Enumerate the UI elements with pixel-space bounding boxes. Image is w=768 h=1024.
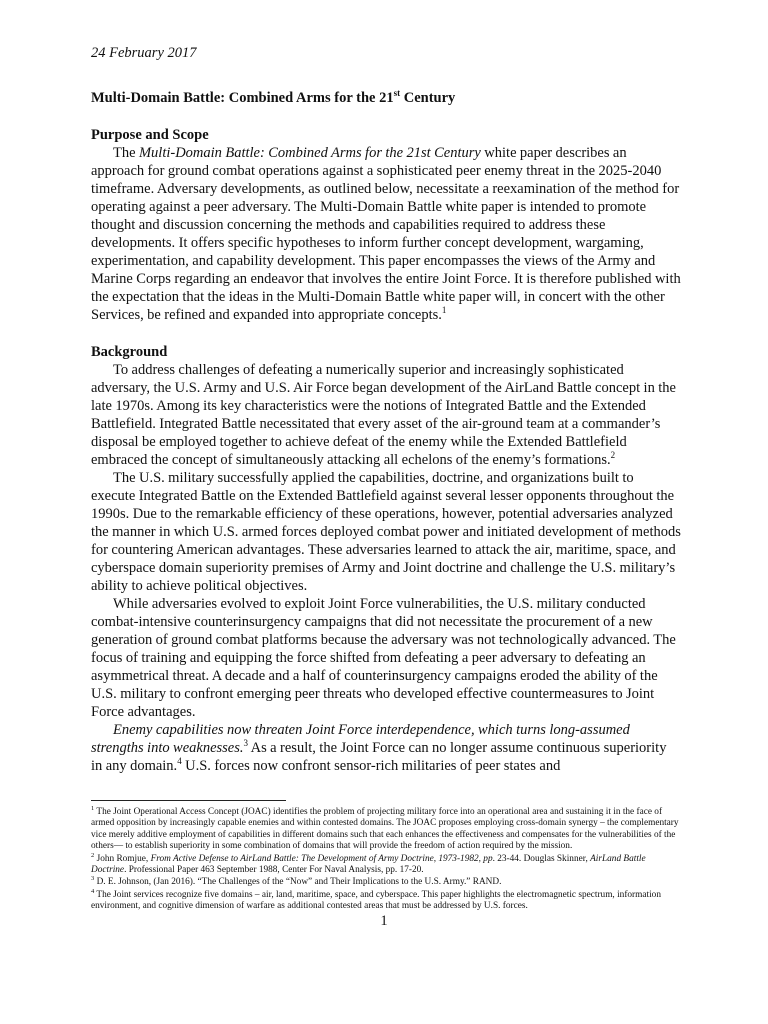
document-title [91, 84, 681, 107]
background-text-4b: U.S. forces now confront sensor-rich militaries of peer states and [181, 757, 561, 774]
background-paragraph-2: The U.S. military successfully applied the capabilities, doctrine, and organizations built to execute Integrated Battle on the Extended Battlefield against several lesser opponents throughout the 1990s. Due to the remarkable efficiency of these operations, however, potential adversaries analyzed the manner in which U.S. armed forces deployed combat power and initiated development of methods for countering American advantages. These adversaries learned to attack the air, maritime, space, and cyberspace domain superiority premises of Army and Joint doctrine and challenge the U.S. military’s ability to achieve political objectives. [91, 469, 681, 594]
footnote-text-1: The Joint Operational Access Concept (JOAC) identifies the problem of projecting military force into an operational area and sustaining it in the face of armed opposition by increasingly capable enemies and within contested domains. The JOAC proposes employing cross-domain synergy – the complementary vice merely additive employment of capabilities in different domains such that each enhances the effectiveness and compensates for the vulnerabilities of the others— to establish superiority in some combination of domains that will provide the freedom of action required by the mission. [91, 807, 679, 852]
title-text: Multi-Domain Battle: Combined Arms for the 21 [91, 89, 394, 106]
purpose-heading: Purpose and Scope [91, 126, 209, 143]
background-text-1: To address challenges of defeating a numerically superior and increasingly sophisticated adversary, the U.S. Army and U.S. Air Force began development of the AirLand Battle concept in the late 1970s. Among its key characteristics were the notions of Integrated Battle and the Extended Battlefield. Integrated Battle necessitated that every asset of the air-ground team at a commander’s disposal be employed together to achieve defeat of the enemy while the Extended Battlefield embraced the concept of simultaneously attacking all echelons of the enemy’s formations. [91, 361, 676, 468]
footnote-text-2c: . Professional Paper 463 September 1988, Center For Naval Analysis, pp. 17-20. [124, 865, 424, 876]
footnote-number-4: 4 [91, 887, 95, 895]
purpose-text-start: The [113, 144, 139, 161]
footnote-text-3: D. E. Johnson, (Jan 2016). “The Challenges of the “Now” and Their Implications to the U.S. Army.” RAND. [94, 877, 502, 888]
background-paragraph-4 [91, 721, 681, 775]
footnote-ref-4[interactable]: 4 [177, 756, 182, 766]
footnote-text-4: The Joint services recognize five domains – air, land, maritime, space, and cyberspace. This paper highlights the electromagnetic spectrum, information environment, and cognitive dimension of warfare as additional contested areas that must be addressed by U.S. forces. [91, 889, 661, 912]
footnote-ref-1[interactable]: 1 [441, 305, 447, 315]
document-body [91, 44, 681, 775]
background-paragraph-1 [91, 361, 681, 469]
background-heading: Background [91, 343, 168, 360]
title-superscript: st [393, 88, 401, 98]
purpose-text-body: white paper describes an approach for ground combat operations against a sophisticated peer enemy threat in the 2025-2040 timeframe. Adversary developments, as outlined below, necessitate a reexamination of the method for operating against a peer adversary. The Multi-Domain Battle white paper is intended to promote thought and discussion concerning the methods and capabilities required to address these developments. It offers specific hypotheses to inform further concept development, wargaming, experimentation, and capability development. This paper encompasses the views of the Army and Marine Corps regarding an endeavor that involves the entire Joint Force. It is therefore published with the expectation that the ideas in the Multi-Domain Battle white paper will, in concert with the other Services, be refined and expanded into appropriate concepts. [91, 144, 681, 323]
footnote-ref-2[interactable]: 2 [610, 450, 616, 460]
footnote-number-3: 3 [91, 875, 95, 883]
background-paragraph-3: While adversaries evolved to exploit Joint Force vulnerabilities, the U.S. military conducted combat-intensive counterinsurgency campaigns that did not necessitate the procurement of a new generation of ground combat platforms because the adversary was not technologically advanced. The focus of training and equipping the force shifted from defeating a peer adversary to defeating an asymmetrical threat. A decade and a half of counterinsurgency campaigns eroded the ability of the U.S. military to confront emerging peer threats who developed effective countermeasures to Joint Force advantages. [91, 595, 676, 720]
document-date: 24 February 2017 [91, 45, 197, 61]
footnote-3 [91, 877, 681, 888]
footnote-text-2-italic2: AirLand Battle Doctrine [91, 853, 646, 876]
footnote-2 [91, 851, 681, 877]
background-italic-statement: Enemy capabilities now threaten Joint Force interdependence, which turns long-assumed strengths into weaknesses. [91, 721, 630, 756]
footnote-number-1: 1 [91, 804, 95, 812]
purpose-paragraph [91, 144, 681, 324]
footnote-number-2: 2 [91, 851, 95, 859]
background-text-4a: As a result, the Joint Force can no longer assume continuous superiority in any domain. [91, 739, 667, 774]
footnote-text-2-italic: From Active Defense to AirLand Battle: The Development of Army Doctrine, 1973-1982, pp [150, 853, 493, 864]
footnotes-section [91, 800, 681, 914]
footnote-text-2b: . 23-44. Douglas Skinner, [492, 853, 591, 864]
purpose-italic-title: Multi-Domain Battle: Combined Arms for the 21st Century [138, 144, 481, 161]
footnote-ref-3[interactable]: 3 [243, 738, 249, 748]
page-number: 1 [380, 913, 388, 929]
footnote-text-2a: John Romjue, [94, 853, 151, 864]
footnote-1 [91, 804, 681, 853]
footnote-divider [91, 800, 286, 801]
footnote-4 [91, 887, 681, 913]
title-end: Century [400, 89, 456, 106]
